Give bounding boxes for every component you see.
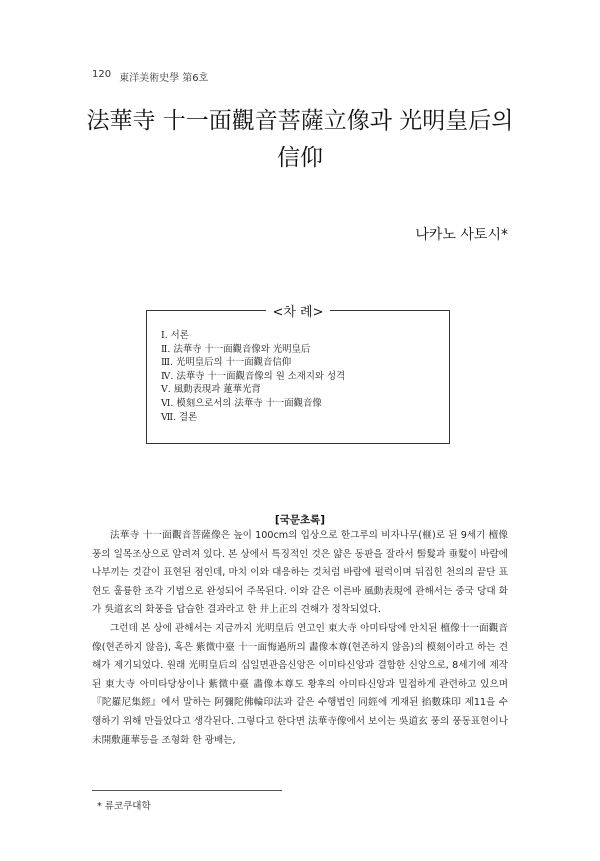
toc-list xyxy=(161,329,345,424)
running-head xyxy=(92,69,208,84)
author-name: 나카노 사토시* xyxy=(415,227,508,243)
table-of-contents xyxy=(146,305,450,444)
toc-item: Ⅶ. 결론 xyxy=(161,411,198,423)
toc-item: Ⅰ. 서론 xyxy=(161,330,189,341)
toc-item: Ⅲ. 光明皇后의 十一面觀音信仰 xyxy=(161,357,292,369)
toc-item: Ⅳ. 法華寺 十一面觀音像의 원 소재지와 성격 xyxy=(161,370,346,382)
toc-item: Ⅱ. 法華寺 十一面觀音像와 光明皇后 xyxy=(161,343,311,355)
title-line-2: 信仰 xyxy=(277,145,323,171)
article-title xyxy=(60,103,540,177)
toc-item: Ⅵ. 模刻으로서의 法華寺 十一面觀音像 xyxy=(161,397,322,409)
abstract-paragraph: 法華寺 十一面觀音菩薩像은 높이 100cm의 입상으로 한그루의 비자나무(榧)로 된 9세기 檀像풍의 일목조상으로 알려져 있다. 본 상에서 특징적인 것은 얇은 동판을 잘라서 髻髮과 垂髮이 바람에 나부끼는 것같이 표현된 점인데, 마치 이와 대응하는 것처럼 바람에 펄럭이며 뒤집힌 천의의 끝단 표현도 훌륭한 조각 기법으로 완성되어 주목된다. 이와 같은 이른바 風動表現에 관해서는 중국 당대 화가 吳道玄의 화풍을 답습한 결과라고 한 井上正의 견해가 정착되었다. xyxy=(92,530,508,616)
abstract-heading: [국문초록] xyxy=(274,514,326,526)
title-line-1: 法華寺 十一面觀音菩薩立像과 光明皇后의 xyxy=(86,108,514,134)
toc-item: Ⅴ. 風動表現과 蓮華光背 xyxy=(161,384,261,396)
abstract-paragraph: 그런데 본 상에 관해서는 지금까지 光明皇后 연고인 東大寺 아미타당에 안치된 檀像十一面觀音像(현존하지 않음), 혹은 紫微中臺 十一面悔過所의 畵像本尊(현존하지 않음)의 模刻이라고 하는 견해가 제기되었다. 원래 光明皇后의 십일면관음신앙은 이미타신앙과 결합한 신앙으로, 8세기에 제작된 東大寺 아미타당상이나 紫微中臺 畵像本尊도 황후의 아미타신앙과 밀접하게 관련하고 있으며 『陀羅尼集經』에서 말하는 阿彌陀佛輪印法과 같은 수행법인 同經에 게재된 掐數珠印 제11을 수행하기 위해 만들었다고 생각된다. 그렇다고 한다면 法華寺像에서 보이는 吳道玄 풍의 풍동표현이나 未開敷蓮華등을 조형화 한 광배는, xyxy=(92,622,508,746)
journal-name: 東洋美術史學 第6호 xyxy=(119,73,209,84)
abstract-body xyxy=(92,527,508,750)
toc-heading: <차 례> xyxy=(266,305,329,320)
page-number: 120 xyxy=(92,69,112,80)
toc-heading-wrap xyxy=(147,301,449,320)
footnote: * 류코쿠대학 xyxy=(97,801,151,812)
footnote-divider xyxy=(92,790,282,791)
